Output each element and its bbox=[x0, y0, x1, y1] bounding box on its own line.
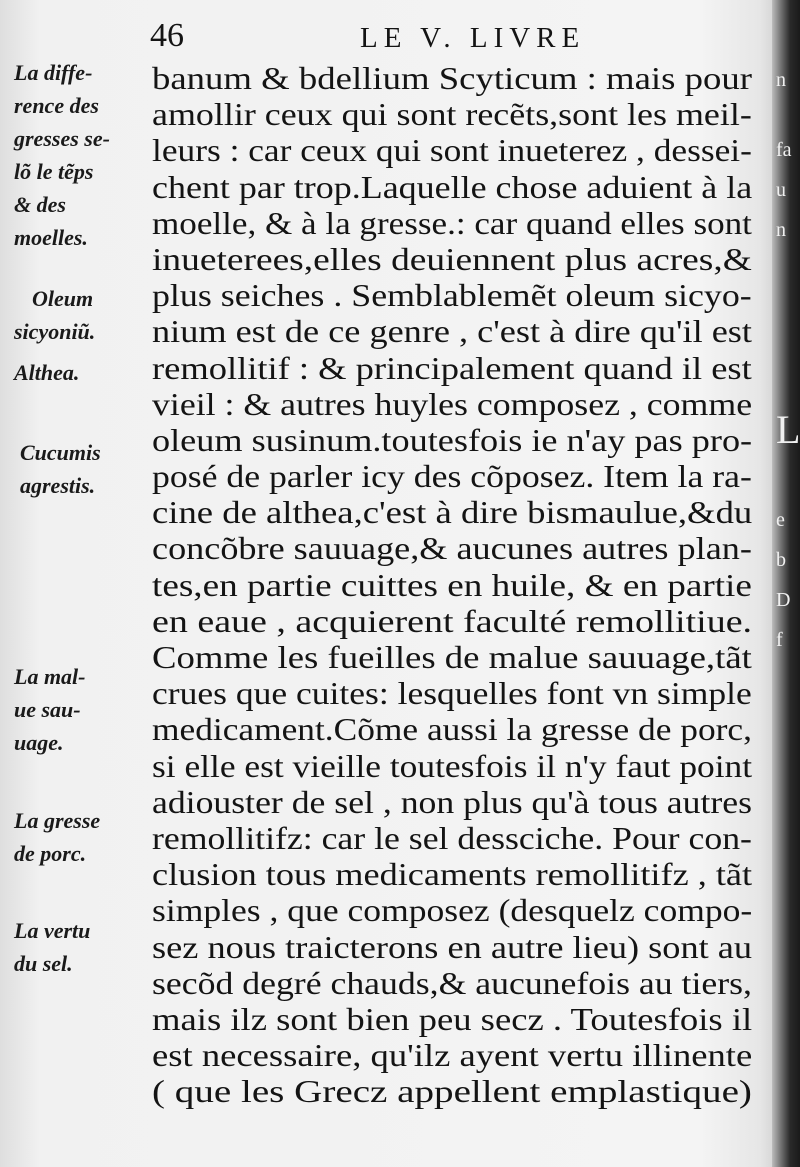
margin-note-line: de porc. bbox=[14, 841, 87, 866]
edge-mark: e bbox=[776, 509, 785, 531]
margin-note-line: uage. bbox=[14, 730, 64, 755]
running-head: LE V. LIVRE bbox=[360, 22, 586, 54]
margin-note-line: Oleum bbox=[32, 286, 94, 311]
body-text-line: concõbre sauuage,& aucunes autres plan- bbox=[152, 530, 752, 567]
body-text-line: ( que les Grecz appellent emplastique) bbox=[152, 1073, 752, 1110]
body-text-line: en eaue , acquierent faculté remollitiue. bbox=[152, 602, 753, 639]
body-text-line: secõd degré chauds,& aucunefois au tiers, bbox=[152, 964, 752, 1001]
body-text-line: chent par trop.Laquelle chose aduient à la bbox=[152, 168, 753, 205]
body-text-line: cine de althea,c'est à dire bismaulue,&du bbox=[152, 494, 753, 531]
body-text-line: amollir ceux qui sont recẽts,sont les meil- bbox=[152, 96, 752, 133]
edge-mark: b bbox=[776, 549, 786, 571]
edge-mark: D bbox=[776, 589, 791, 611]
body-text-line: oleum susinum.toutesfois ie n'ay pas pro- bbox=[152, 421, 753, 458]
body-text-line: inueterees,elles deuiennent plus acres,& bbox=[152, 240, 752, 277]
body-text-line: simples , que composez (desquelz compo- bbox=[152, 892, 753, 929]
body-text-line: tes,en partie cuittes en huile, & en partie bbox=[152, 566, 752, 603]
body-text-line: sez nous traicterons en autre lieu) sont au bbox=[152, 928, 753, 965]
margin-note-line: lõ le tẽps bbox=[14, 159, 94, 184]
margin-note-line: Althea. bbox=[14, 360, 80, 385]
margin-note-cucumis-agrestis bbox=[20, 436, 158, 502]
edge-mark: n bbox=[776, 219, 786, 241]
margin-note-line: rence des bbox=[14, 93, 99, 118]
edge-mark: n bbox=[776, 69, 786, 91]
margin-note-line: La diffe- bbox=[14, 60, 93, 85]
margin-note-gresse-de-porc bbox=[14, 804, 152, 870]
body-text-line: crues que cuites: lesquelles font vn simple bbox=[152, 675, 752, 712]
edge-mark: f bbox=[776, 629, 783, 651]
body-text-line: remollitifz: car le sel dessciche. Pour con- bbox=[152, 819, 752, 856]
margin-note-line: Cucumis bbox=[20, 440, 101, 465]
facing-page-edge bbox=[772, 0, 800, 1167]
body-text-line: si elle est vieille toutesfois il n'y faut point bbox=[152, 747, 753, 784]
margin-note-line: moelles. bbox=[14, 225, 88, 250]
margin-note-althea bbox=[14, 356, 152, 389]
body-text-line: moelle, & à la gresse.: car quand elles sont bbox=[152, 204, 752, 241]
margin-note-line: La gresse bbox=[14, 808, 101, 833]
page-number: 46 bbox=[150, 17, 184, 54]
margin-note-malue-sauuage bbox=[14, 660, 152, 759]
body-text-line: est necessaire, qu'ilz ayent vertu illinente bbox=[152, 1037, 753, 1074]
margin-note-oleum-sicyonium bbox=[14, 282, 170, 348]
page-header bbox=[150, 18, 750, 54]
body-text-line: mais ilz sont bien peu secz . Toutesfois il bbox=[152, 1000, 753, 1037]
margin-note-vertu-du-sel bbox=[14, 914, 152, 980]
body-text-line: clusion tous medicaments remollitifz , tãt bbox=[152, 856, 753, 893]
edge-mark: fa bbox=[776, 139, 792, 161]
edge-mark: L bbox=[776, 407, 800, 452]
body-text-line: adiouster de sel , non plus qu'à tous autres bbox=[152, 783, 752, 820]
body-text-line: vieil : & autres huyles composez , comme bbox=[152, 385, 753, 422]
body-text-line: medicament.Cõme aussi la gresse de porc, bbox=[152, 711, 752, 748]
margin-note-line: agrestis. bbox=[20, 473, 96, 498]
body-text bbox=[152, 60, 760, 1109]
margin-note-line: La mal- bbox=[14, 664, 86, 689]
body-text-line: remollitif : & principalement quand il est bbox=[152, 349, 752, 386]
body-text-line: Comme les fueilles de malue sauuage,tãt bbox=[152, 639, 752, 675]
margin-note-line: La vertu bbox=[14, 918, 91, 943]
body-text-line: plus seiches . Semblablemẽt oleum sicyo- bbox=[152, 277, 752, 314]
edge-mark: u bbox=[776, 179, 786, 201]
margin-note-difference-des-gresses bbox=[14, 56, 152, 254]
margin-note-line: ue sau- bbox=[14, 697, 81, 722]
body-text-line: leurs : car ceux qui sont inueterez , dessei- bbox=[152, 132, 752, 169]
margin-notes bbox=[14, 56, 152, 1156]
margin-note-line: du sel. bbox=[14, 951, 73, 976]
margin-note-line: & des bbox=[14, 192, 66, 217]
margin-note-line: sicyoniũ. bbox=[14, 319, 96, 344]
body-text-line: posé de parler icy des cõposez. Item la ra- bbox=[152, 458, 752, 495]
body-text-line: banum & bdellium Scyticum : mais pour bbox=[152, 60, 752, 96]
margin-note-line: gresses se- bbox=[14, 126, 110, 151]
body-text-line: nium est de ce genre , c'est à dire qu'il est bbox=[152, 313, 752, 350]
